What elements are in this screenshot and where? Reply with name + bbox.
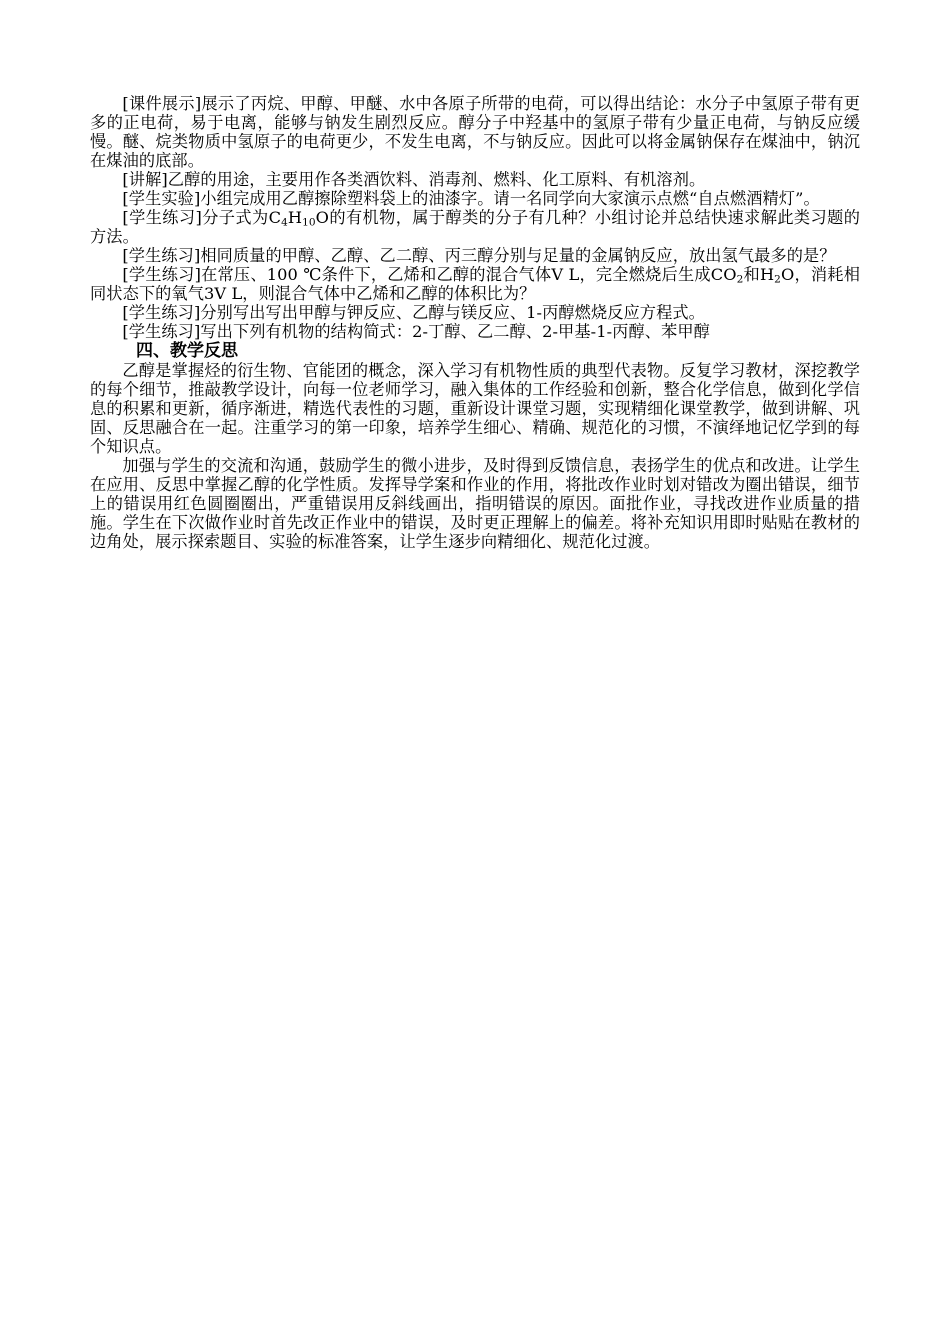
section-heading: 四、教学反思 xyxy=(136,341,238,361)
paragraph-student-experiment: [学生实验]小组完成用乙醇擦除塑料袋上的油漆字。请一名同学向大家演示点燃“自点燃酒精灯”。 xyxy=(122,189,820,208)
paragraph-exercise-hydrogen: [学生练习]相同质量的甲醇、乙醇、乙二醇、丙三醇分别与足量的金属钠反应，放出氢气最多的是？ xyxy=(122,246,836,265)
paragraph-reflection-1: 乙醇是掌握烃的衍生物、官能团的概念，深入学习有机物性质的典型代表物。反复学习教材，深挖教学的每个细节，推敲教学设计，向每一位老师学习，融入集体的工作经验和创新，整合化学信息，做到化学信息的积累和更新，循序渐进，精选代表性的习题，重新设计课堂习题，实现精细化课堂教学，做到讲解、巩固、反思融合在一起。注重学习的第一印象，培养学生细心、精确、规范化的习惯，不演绎地记忆学到的每个知识点。 xyxy=(90,361,860,456)
formula-text: 和H xyxy=(743,265,775,284)
paragraph-exercise-equations: [学生练习]分别写出写出甲醇与钾反应、乙醇与镁反应、1-丙醇燃烧反应方程式。 xyxy=(122,303,705,322)
paragraph-exercise-structures: [学生练习]写出下列有机物的结构简式：2-丁醇、乙二醇、2-甲基-1-丙醇、苯甲醇 xyxy=(122,322,710,341)
subscript: 2 xyxy=(736,273,744,286)
formula-text: [学生练习]分子式为C xyxy=(122,208,282,227)
formula-text: [学生练习]在常压、100 ℃条件下，乙烯和乙醇的混合气体V L，完全燃烧后生成CO xyxy=(122,265,737,284)
subscript: 10 xyxy=(302,216,316,229)
subscript: 4 xyxy=(281,216,288,229)
paragraph-exercise-isomers xyxy=(90,208,860,246)
formula-text: O的有机物，属于醇类的分子有几种？小组讨论并总结快速求解此类习题的方法。 xyxy=(90,208,860,246)
subscript: 2 xyxy=(774,273,781,286)
paragraph-reflection-2: 加强与学生的交流和沟通，鼓励学生的微小进步，及时得到反馈信息，表扬学生的优点和改进。让学生在应用、反思中掌握乙醇的化学性质。发挥导学案和作业的作用，将批改作业时划对错改为圈出错误，细节上的错误用红色圆圈圈出，严重错误用反斜线画出，指明错误的原因。面批作业，寻找改进作业质量的措施。学生在下次做作业时首先改正作业中的错误，及时更正理解上的偏差。将补充知识用即时贴贴在教材的边角处，展示探索题目、实验的标准答案，让学生逐步向精细化、规范化过渡。 xyxy=(90,456,860,551)
paragraph-lecture: [讲解]乙醇的用途，主要用作各类酒饮料、消毒剂、燃料、化工原料、有机溶剂。 xyxy=(122,170,706,189)
paragraph-courseware: [课件展示]展示了丙烷、甲醇、甲醚、水中各原子所带的电荷，可以得出结论：水分子中氢原子带有更多的正电荷，易于电离，能够与钠发生剧烈反应。醇分子中羟基中的氢原子带有少量正电荷，与钠反应缓慢。醚、烷类物质中氢原子的电荷更少，不发生电离，不与钠反应。因此可以将金属钠保存在煤油中，钠沉在煤油的底部。 xyxy=(90,94,860,170)
formula-text: H xyxy=(287,208,303,227)
document-page xyxy=(90,94,860,551)
formula-text: O，消耗相同状态下的氧气3V L，则混合气体中乙烯和乙醇的体积比为？ xyxy=(90,265,860,303)
paragraph-exercise-combustion xyxy=(90,265,860,303)
